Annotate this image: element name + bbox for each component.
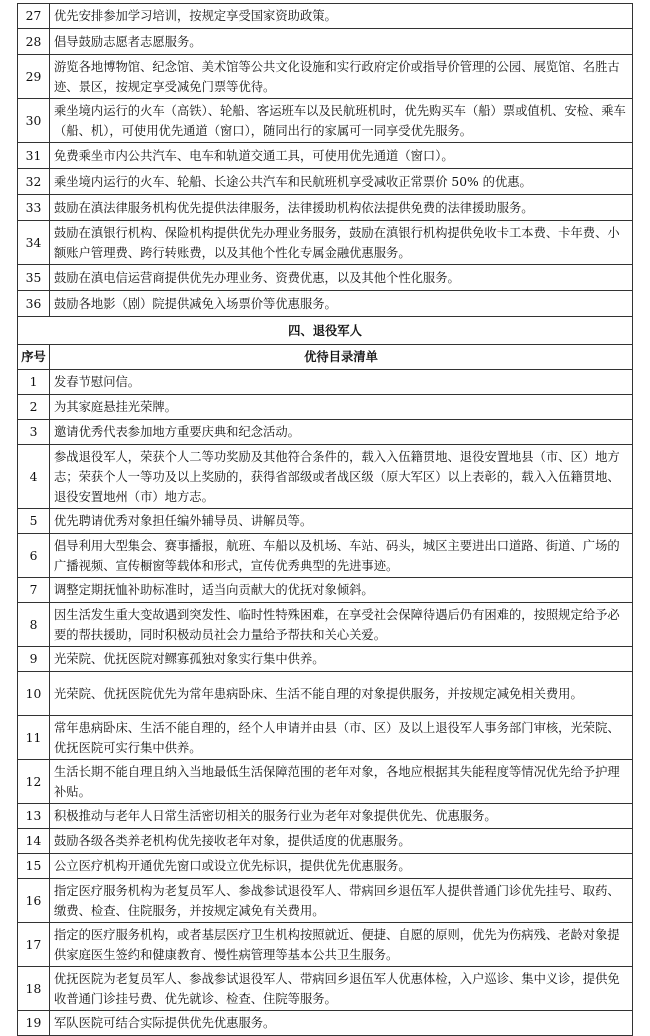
row-number: 12 [18, 760, 50, 804]
row-text: 军队医院可结合实际提供优先优惠服务。 [50, 1011, 633, 1036]
table-row [18, 195, 633, 221]
table-row [18, 99, 633, 143]
row-text: 调整定期抚恤补助标准时，适当向贡献大的优抚对象倾斜。 [50, 578, 633, 603]
row-number: 18 [18, 967, 50, 1011]
row-number: 2 [18, 395, 50, 420]
row-text: 常年患病卧床、生活不能自理的，经个人申请并由县（市、区）及以上退役军人事务部门审核，光荣院、优抚医院可实行集中供养。 [50, 716, 633, 760]
row-number: 4 [18, 445, 50, 509]
row-number: 9 [18, 647, 50, 672]
row-number: 27 [18, 4, 50, 29]
row-text: 鼓励在滇电信运营商提供优先办理业务、资费优惠，以及其他个性化服务。 [50, 265, 633, 291]
section-title-row [18, 317, 633, 345]
table-row [18, 370, 633, 395]
row-text: 光荣院、优抚医院优先为常年患病卧床、生活不能自理的对象提供服务，并按规定减免相关费用。 [50, 672, 633, 716]
column-header-row [18, 345, 633, 370]
table-row [18, 760, 633, 804]
row-number: 35 [18, 265, 50, 291]
row-text: 优抚医院为老复员军人、参战参试退役军人、带病回乡退伍军人优惠体检，入户巡诊、集中义诊，提供免收普通门诊挂号费、优先就诊、检查、住院等服务。 [50, 967, 633, 1011]
table-row [18, 1011, 633, 1036]
row-text: 免费乘坐市内公共汽车、电车和轨道交通工具，可使用优先通道（窗口）。 [50, 143, 633, 169]
table-row [18, 4, 633, 29]
section-header [18, 317, 633, 370]
table-row [18, 716, 633, 760]
row-number: 16 [18, 879, 50, 923]
table-row [18, 967, 633, 1011]
table-row [18, 395, 633, 420]
row-number: 19 [18, 1011, 50, 1036]
row-text: 优先安排参加学习培训，按规定享受国家资助政策。 [50, 4, 633, 29]
row-number: 28 [18, 29, 50, 55]
row-text: 游览各地博物馆、纪念馆、美术馆等公共文化设施和实行政府定价或指导价管理的公园、展览馆、名胜古迹、景区，按规定享受减免门票等优待。 [50, 55, 633, 99]
table-row [18, 291, 633, 317]
table-row [18, 829, 633, 854]
benefits-table [17, 3, 633, 1036]
table-row [18, 29, 633, 55]
row-number: 31 [18, 143, 50, 169]
row-text: 优先聘请优秀对象担任编外辅导员、讲解员等。 [50, 509, 633, 534]
table-row [18, 221, 633, 265]
table-row [18, 143, 633, 169]
table-row [18, 420, 633, 445]
table-row [18, 647, 633, 672]
row-number: 32 [18, 169, 50, 195]
table-row [18, 445, 633, 509]
table-row [18, 55, 633, 99]
row-number: 3 [18, 420, 50, 445]
table-row [18, 672, 633, 716]
table-row [18, 923, 633, 967]
row-text: 因生活发生重大变故遇到突发性、临时性特殊困难，在享受社会保障待遇后仍有困难的，按照规定给予必要的帮扶援助，同时积极动员社会力量给予帮扶和关心关爱。 [50, 603, 633, 647]
row-number: 1 [18, 370, 50, 395]
section-title: 四、退役军人 [18, 317, 633, 345]
header-number: 序号 [18, 345, 50, 370]
row-text: 发春节慰问信。 [50, 370, 633, 395]
header-list: 优待目录清单 [50, 345, 633, 370]
row-text: 鼓励在滇银行机构、保险机构提供优先办理业务服务，鼓励在滇银行机构提供免收卡工本费、卡年费、小额账户管理费、跨行转账费，以及其他个性化专属金融优惠服务。 [50, 221, 633, 265]
row-text: 邀请优秀代表参加地方重要庆典和纪念活动。 [50, 420, 633, 445]
row-text: 鼓励各地影（剧）院提供减免入场票价等优惠服务。 [50, 291, 633, 317]
row-number: 14 [18, 829, 50, 854]
row-number: 29 [18, 55, 50, 99]
row-number: 33 [18, 195, 50, 221]
row-number: 10 [18, 672, 50, 716]
row-text: 乘坐境内运行的火车（高铁）、轮船、客运班车以及民航班机时，优先购买车（船）票或值机、安检、乘车（船、机），可使用优先通道（窗口），随同出行的家属可一同享受优先服务。 [50, 99, 633, 143]
row-text: 参战退役军人，荣获个人二等功奖励及其他符合条件的，载入入伍籍贯地、退役安置地县（市、区）地方志；荣获个人一等功及以上奖励的，获得省部级或者战区级（原大军区）以上表彰的，载入入伍籍贯地、退役安置地州（市）地方志。 [50, 445, 633, 509]
row-text: 指定医疗服务机构为老复员军人、参战参试退役军人、带病回乡退伍军人提供普通门诊优先挂号、取药、缴费、检查、住院服务，并按规定减免有关费用。 [50, 879, 633, 923]
table-row [18, 854, 633, 879]
row-text: 倡导鼓励志愿者志愿服务。 [50, 29, 633, 55]
row-text: 积极推动与老年人日常生活密切相关的服务行业为老年对象提供优先、优惠服务。 [50, 804, 633, 829]
row-number: 11 [18, 716, 50, 760]
row-number: 13 [18, 804, 50, 829]
row-text: 生活长期不能自理且纳入当地最低生活保障范围的老年对象，各地应根据其失能程度等情况优先给予护理补贴。 [50, 760, 633, 804]
row-number: 36 [18, 291, 50, 317]
section-b-rows [18, 370, 633, 1036]
table-row [18, 879, 633, 923]
row-text: 鼓励各级各类养老机构优先接收老年对象，提供适度的优惠服务。 [50, 829, 633, 854]
row-number: 15 [18, 854, 50, 879]
table-row [18, 509, 633, 534]
table-row [18, 603, 633, 647]
row-text: 鼓励在滇法律服务机构优先提供法律服务，法律援助机构依法提供免费的法律援助服务。 [50, 195, 633, 221]
table-row [18, 534, 633, 578]
row-number: 34 [18, 221, 50, 265]
row-text: 为其家庭悬挂光荣牌。 [50, 395, 633, 420]
row-text: 倡导利用大型集会、赛事播报，航班、车船以及机场、车站、码头，城区主要进出口道路、街道、广场的广播视频、宣传橱窗等载体和形式，宣传优秀典型的先进事迹。 [50, 534, 633, 578]
row-number: 7 [18, 578, 50, 603]
row-number: 6 [18, 534, 50, 578]
row-number: 5 [18, 509, 50, 534]
section-a-rows [18, 4, 633, 317]
row-text: 指定的医疗服务机构，或者基层医疗卫生机构按照就近、便捷、自愿的原则，优先为伤病残、老龄对象提供家庭医生签约和健康教育、慢性病管理等基本公共卫生服务。 [50, 923, 633, 967]
row-text: 公立医疗机构开通优先窗口或设立优先标识，提供优先优惠服务。 [50, 854, 633, 879]
row-text: 乘坐境内运行的火车、轮船、长途公共汽车和民航班机享受减收正常票价 50% 的优惠。 [50, 169, 633, 195]
row-number: 17 [18, 923, 50, 967]
table-row [18, 265, 633, 291]
table-row [18, 804, 633, 829]
document-page [17, 3, 633, 1036]
row-number: 30 [18, 99, 50, 143]
table-row [18, 578, 633, 603]
row-number: 8 [18, 603, 50, 647]
row-text: 光荣院、优抚医院对鳏寡孤独对象实行集中供养。 [50, 647, 633, 672]
table-row [18, 169, 633, 195]
